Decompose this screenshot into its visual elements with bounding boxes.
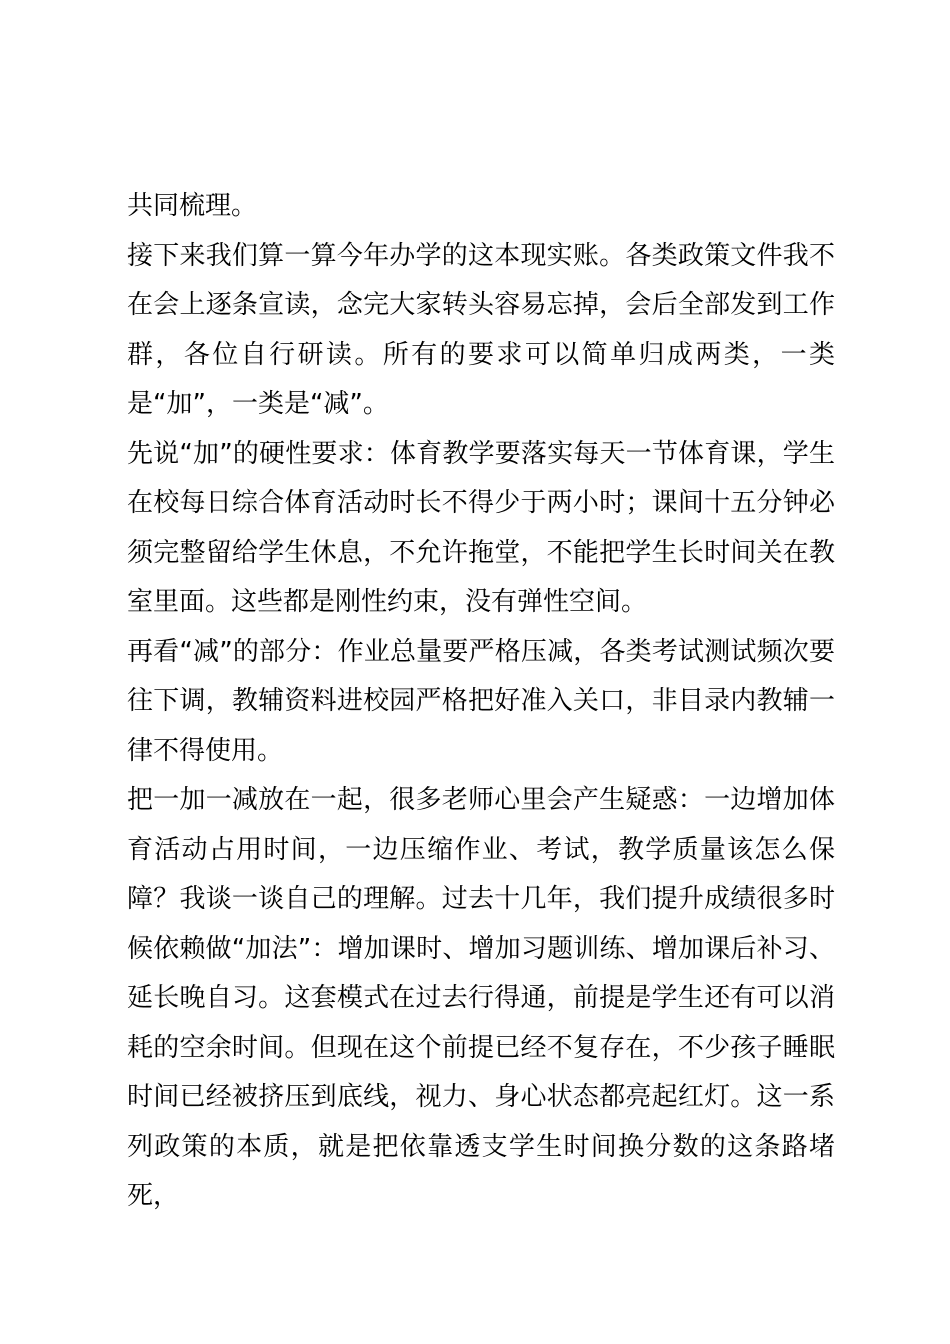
paragraph-2: 接下来我们算一算今年办学的这本现实账。各类政策文件我不在会上逐条宣读，念完大家转头容易忘掉，会后全部发到工作群，各位自行研读。所有的要求可以简单归成两类，一类是“加”，一类是“减”。 xyxy=(127,240,835,419)
paragraph-1: 共同梳理。 xyxy=(127,191,258,221)
paragraph-5: 把一加一减放在一起，很多老师心里会产生疑惑：一边增加体育活动占用时间，一边压缩作业、考试，教学质量该怎么保障？我谈一谈自己的理解。过去十几年，我们提升成绩很多时候依赖做“加法”：增加课时、增加习题训练、增加课后补习、延长晚自习。这套模式在过去行得通，前提是学生还有可以消耗的空余时间。但现在这个前提已经不复存在，不少孩子睡眠时间已经被挤压到底线，视力、身心状态都亮起红灯。这一系列政策的本质，就是把依靠透支学生时间换分数的这条路堵死， xyxy=(127,785,835,1211)
document-body xyxy=(127,182,835,1222)
paragraph-4: 再看“减”的部分：作业总量要严格压减，各类考试测试频次要往下调，教辅资料进校园严格把好准入关口，非目录内教辅一律不得使用。 xyxy=(127,636,835,766)
paragraph-3: 先说“加”的硬性要求：体育教学要落实每天一节体育课，学生在校每日综合体育活动时长不得少于两小时；课间十五分钟必须完整留给学生休息，不允许拖堂，不能把学生长时间关在教室里面。这些都是刚性约束，没有弹性空间。 xyxy=(127,438,835,617)
